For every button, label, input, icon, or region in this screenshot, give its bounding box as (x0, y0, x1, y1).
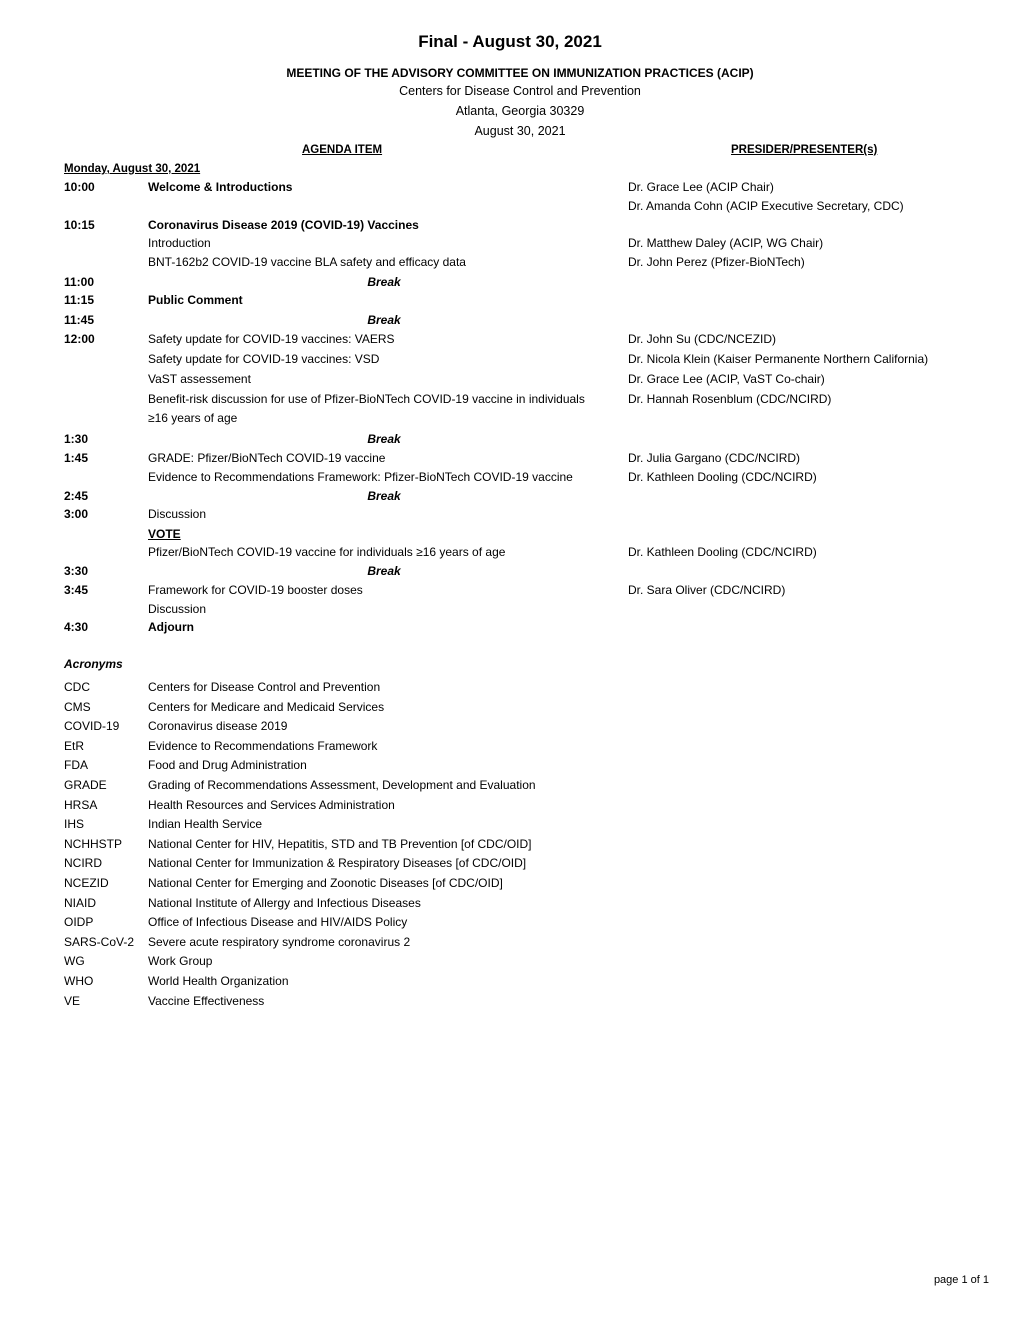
agenda-time (0, 409, 148, 430)
location: Atlanta, Georgia 30329 (455, 104, 585, 118)
agenda-time: 11:15 (64, 293, 95, 307)
agenda-time: 2:45 (64, 489, 89, 503)
agenda-presenter: Dr. Kathleen Dooling (CDC/NCIRD) (628, 545, 817, 559)
acronym-abbr: FDA (64, 758, 88, 773)
agenda-row (0, 409, 1020, 430)
agenda-item: ≥16 years of age (148, 411, 238, 425)
acronym-abbr: IHS (64, 817, 85, 832)
agenda-time: 11:00 (64, 275, 95, 289)
agenda-row (0, 468, 1020, 487)
acronym-definition: Health Resources and Services Administration (148, 797, 395, 812)
agenda-item: GRADE: Pfizer/BioNTech COVID-19 vaccine (148, 451, 386, 465)
agenda-row (0, 581, 1020, 600)
agenda-item: Welcome & Introductions (148, 180, 293, 194)
acronym-row (0, 952, 1020, 972)
agenda-item: Adjourn (148, 620, 194, 634)
agenda-item (148, 197, 620, 216)
acronym-row (0, 756, 1020, 776)
acronym-row (0, 913, 1020, 933)
acronym-definition: Office of Infectious Disease and HIV/AIDS Policy (148, 915, 408, 930)
agenda-row (0, 330, 1020, 350)
acronym-definition: National Center for Emerging and Zoonotic Diseases [of CDC/OID] (148, 875, 503, 890)
meeting-title: MEETING OF THE ADVISORY COMMITTEE ON IMMUNIZATION PRACTICES (ACIP) (286, 66, 754, 80)
acronym-abbr: CDC (64, 680, 90, 694)
agenda-time: 11:45 (64, 313, 95, 327)
agenda-item: VaST assessement (148, 372, 251, 386)
agenda-table (0, 178, 1020, 637)
agenda-item: Benefit-risk discussion for use of Pfizer-BioNTech COVID-19 vaccine in individuals (148, 392, 585, 406)
page-number: page 1 of 1 (933, 1274, 989, 1286)
agenda-time (0, 543, 148, 562)
vote-heading: VOTE (148, 527, 181, 541)
agenda-item: Framework for COVID-19 booster doses (148, 583, 363, 597)
agenda-row (0, 311, 1020, 330)
acronym-abbr: VE (64, 993, 81, 1008)
acronym-definition: Vaccine Effectiveness (148, 993, 265, 1008)
acronym-row (0, 874, 1020, 894)
agenda-presenter: Dr. Grace Lee (ACIP Chair) (628, 180, 774, 194)
acronym-abbr: NCEZID (64, 875, 109, 890)
acronym-row (0, 972, 1020, 992)
agenda-break: Break (367, 432, 401, 446)
acronym-definition: Centers for Disease Control and Prevention (148, 680, 381, 694)
acronym-abbr: CMS (64, 699, 91, 714)
agenda-time (0, 600, 148, 618)
agenda-row (0, 525, 1020, 543)
agenda-time (0, 253, 148, 273)
acronym-row (0, 933, 1020, 953)
acronym-row (0, 717, 1020, 737)
agenda-item: Pfizer/BioNTech COVID-19 vaccine for individuals ≥16 years of age (148, 545, 506, 559)
acronym-definition: Food and Drug Administration (148, 758, 307, 773)
acronym-abbr: NIAID (64, 895, 97, 910)
agenda-time: 3:30 (64, 564, 89, 578)
agenda-presenter: Dr. Julia Gargano (CDC/NCIRD) (628, 451, 801, 465)
acronym-row (0, 737, 1020, 757)
agenda-presenter: Dr. Nicola Klein (Kaiser Permanente Northern California) (628, 352, 929, 366)
agenda-time: 4:30 (64, 620, 89, 634)
organization: Centers for Disease Control and Prevention (399, 84, 641, 98)
acronym-abbr: NCHHSTP (64, 836, 123, 851)
agenda-row (0, 390, 1020, 409)
agenda-row (0, 370, 1020, 390)
agenda-time: 10:15 (64, 218, 95, 232)
presenter-heading: PRESIDER/PRESENTER(s) (731, 144, 878, 156)
acronym-row (0, 796, 1020, 816)
agenda-presenter: Dr. Hannah Rosenblum (CDC/NCIRD) (628, 392, 832, 406)
agenda-row (0, 449, 1020, 468)
agenda-time (0, 197, 148, 216)
agenda-time: 1:45 (64, 451, 89, 465)
agenda-time (0, 234, 148, 253)
acronym-abbr: COVID-19 (64, 719, 120, 734)
agenda-row (0, 505, 1020, 525)
acronym-abbr: GRADE (64, 777, 107, 792)
agenda-row (0, 197, 1020, 216)
agenda-time: 3:00 (64, 507, 89, 521)
acronym-row (0, 894, 1020, 914)
agenda-row (0, 562, 1020, 581)
agenda-item: Public Comment (148, 293, 243, 307)
agenda-row (0, 291, 1020, 311)
agenda-item: BNT-162b2 COVID-19 vaccine BLA safety and efficacy data (148, 255, 466, 269)
agenda-break: Break (367, 564, 401, 578)
meeting-date: August 30, 2021 (474, 124, 566, 138)
agenda-item: Safety update for COVID-19 vaccines: VAERS (148, 332, 395, 346)
acronym-abbr: WHO (64, 973, 94, 988)
agenda-item: Introduction (148, 236, 211, 250)
agenda-row (0, 350, 1020, 370)
agenda-row (0, 430, 1020, 449)
acronym-abbr: SARS-CoV-2 (64, 934, 135, 949)
acronym-definition: Indian Health Service (148, 817, 263, 832)
agenda-row (0, 216, 1020, 234)
agenda-break: Break (367, 313, 401, 327)
acronym-definition: Work Group (148, 954, 213, 969)
agenda-time (0, 468, 148, 487)
agenda-presenter: Dr. John Su (CDC/NCEZID) (628, 332, 777, 346)
agenda-break: Break (367, 489, 401, 503)
acronym-definition: Grading of Recommendations Assessment, Development and Evaluation (148, 777, 536, 792)
acronym-abbr: EtR (64, 738, 85, 753)
agenda-time (0, 390, 148, 409)
agenda-row (0, 487, 1020, 505)
agenda-row (0, 234, 1020, 253)
agenda-presenter: Dr. John Perez (Pfizer-BioNTech) (628, 255, 805, 269)
acronym-definition: National Institute of Allergy and Infectious Diseases (148, 895, 421, 910)
acronym-row (0, 698, 1020, 718)
acronym-row (0, 835, 1020, 855)
acronym-abbr: WG (64, 954, 85, 969)
acronym-row (0, 992, 1020, 1012)
agenda-row (0, 618, 1020, 637)
agenda-presenter: Dr. Matthew Daley (ACIP, WG Chair) (628, 236, 824, 250)
agenda-item: Coronavirus Disease 2019 (COVID-19) Vaccines (148, 218, 419, 232)
agenda-row (0, 253, 1020, 273)
agenda-row (0, 600, 1020, 618)
agenda-item: Evidence to Recommendations Framework: Pfizer-BioNTech COVID-19 vaccine (148, 470, 573, 484)
acronym-row (0, 854, 1020, 874)
agenda-time: 12:00 (64, 332, 95, 346)
agenda-row (0, 543, 1020, 562)
acronym-definition: Coronavirus disease 2019 (148, 719, 288, 734)
acronym-abbr: OIDP (64, 915, 94, 930)
acronym-definition: Evidence to Recommendations Framework (148, 738, 378, 753)
acronym-definition: World Health Organization (148, 973, 289, 988)
agenda-row (0, 273, 1020, 291)
acronym-row (0, 678, 1020, 698)
final-title: Final - August 30, 2021 (418, 32, 602, 51)
agenda-time: 3:45 (64, 583, 89, 597)
agenda-item: Safety update for COVID-19 vaccines: VSD (148, 352, 380, 366)
agenda-presenter: Dr. Kathleen Dooling (CDC/NCIRD) (628, 470, 817, 484)
acronym-definition: National Center for HIV, Hepatitis, STD and TB Prevention [of CDC/OID] (148, 836, 532, 851)
acronym-abbr: HRSA (64, 797, 98, 812)
acronym-definition: Severe acute respiratory syndrome coronavirus 2 (148, 934, 411, 949)
acronym-row (0, 815, 1020, 835)
agenda-item: Discussion (148, 602, 207, 616)
agenda-presenter: Dr. Sara Oliver (CDC/NCIRD) (628, 583, 786, 597)
day-heading: Monday, August 30, 2021 (64, 163, 201, 175)
agenda-time: 10:00 (64, 180, 95, 194)
acronyms-title: Acronyms (64, 657, 123, 671)
acronym-abbr: NCIRD (64, 856, 102, 871)
acronym-definition: National Center for Immunization & Respiratory Diseases [of CDC/OID] (148, 856, 527, 871)
agenda-time (0, 350, 148, 370)
agenda-presenter: Dr. Grace Lee (ACIP, VaST Co-chair) (628, 372, 825, 386)
agenda-item-heading: AGENDA ITEM (302, 144, 383, 156)
acronym-definition: Centers for Medicare and Medicaid Services (148, 699, 385, 714)
agenda-time: 1:30 (64, 432, 89, 446)
agenda-row (0, 178, 1020, 197)
agenda-time (0, 525, 148, 543)
agenda-presenter: Dr. Amanda Cohn (ACIP Executive Secretary, CDC) (628, 199, 904, 213)
agenda-item: Discussion (148, 507, 207, 521)
acronyms-list (0, 678, 1020, 1011)
acronym-row (0, 776, 1020, 796)
agenda-time (0, 370, 148, 390)
agenda-break: Break (367, 275, 401, 289)
